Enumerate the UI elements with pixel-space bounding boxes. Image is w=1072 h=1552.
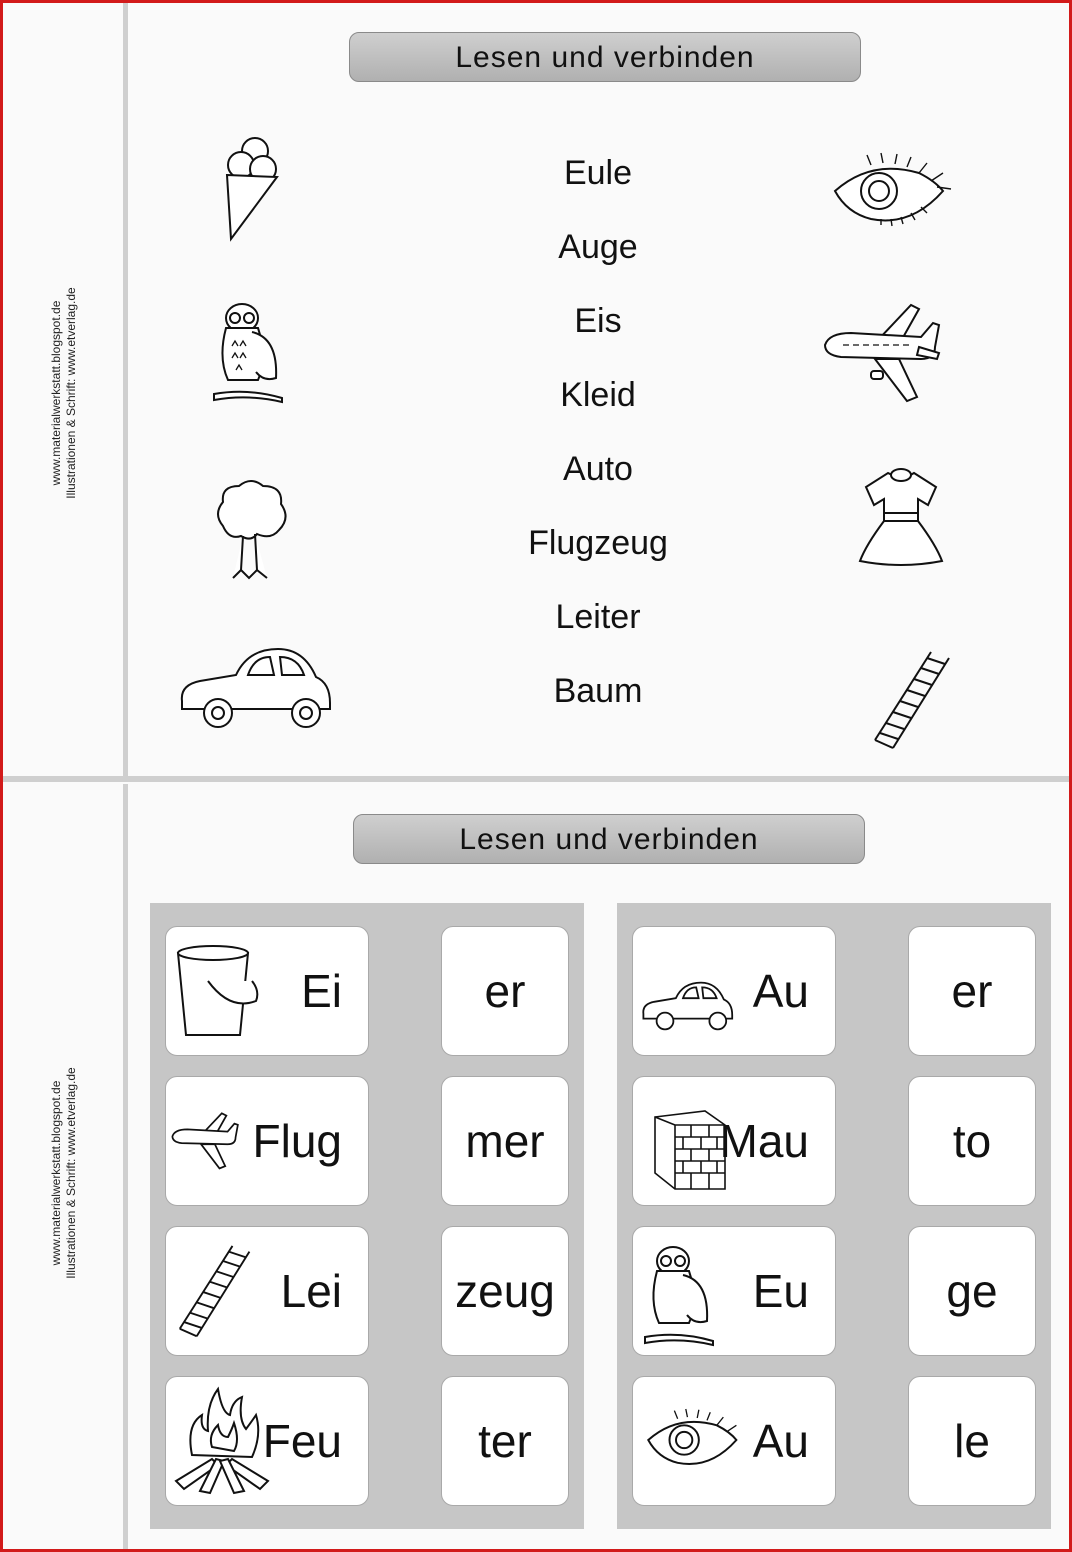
section2-title: Lesen und verbinden [353,814,865,864]
dress-icon [856,465,946,570]
margin-line-top [123,3,128,776]
syllable-au-2: Au [752,1415,809,1467]
car-icon [178,643,338,733]
end-card-er[interactable] [441,926,569,1056]
start-card-mau[interactable] [632,1076,836,1206]
ladder-icon [871,648,956,756]
owl-icon [208,298,288,408]
margin-line-bottom [123,784,128,1549]
syllable-er: er [484,965,526,1017]
end-card-ter[interactable] [441,1376,569,1506]
end-card-to[interactable] [908,1076,1036,1206]
syllable-mer: mer [465,1115,545,1167]
syllable-zeug: zeug [455,1265,555,1317]
car-icon [641,977,737,1035]
syllable-lei: Lei [280,1265,342,1317]
eye-icon [831,151,956,231]
section1-title: Lesen und verbinden [349,32,861,82]
start-card-lei[interactable] [165,1226,369,1356]
syllable-to: to [952,1115,992,1167]
syllable-er-2: er [951,965,993,1017]
start-card-flug[interactable] [165,1076,369,1206]
airplane-icon [170,1111,242,1173]
syllable-ge: ge [946,1265,998,1317]
word-auge: Auge [558,228,638,266]
ladder-icon [176,1241,256,1345]
start-card-eu[interactable] [632,1226,836,1356]
syllable-ei: Ei [301,965,342,1017]
start-card-feu[interactable] [165,1376,369,1506]
start-card-au-car[interactable] [632,926,836,1056]
syllable-le: le [954,1415,990,1467]
credit-text-top: www.materialwerkstatt.blogspot.de Illustrationen & Schrift: www.etverlag.de [49,287,78,499]
credit-text-bottom: www.materialwerkstatt.blogspot.de Illustrationen & Schrift: www.etverlag.de [49,1067,78,1279]
end-card-er-2[interactable] [908,926,1036,1056]
eye-icon [645,1407,747,1473]
syllable-feu: Feu [262,1415,342,1467]
syllable-eu: Eu [752,1265,809,1317]
fire-icon [172,1385,272,1497]
word-leiter: Leiter [555,598,641,636]
word-kleid: Kleid [560,376,636,414]
end-card-ge[interactable] [908,1226,1036,1356]
word-auto: Auto [563,450,633,488]
bucket-icon [172,941,262,1041]
airplane-icon [821,301,946,409]
syllable-au: Au [752,965,809,1017]
section-divider [3,776,1069,782]
end-card-le[interactable] [908,1376,1036,1506]
wall-icon [651,1107,729,1191]
word-baum: Baum [553,672,643,710]
start-card-au-eye[interactable] [632,1376,836,1506]
tree-icon [211,478,291,583]
word-eule: Eule [563,154,633,192]
ice-cream-icon [213,133,293,243]
word-flugzeug: Flugzeug [528,524,668,562]
syllable-mau: Mau [719,1115,809,1167]
syllable-ter: ter [478,1415,532,1467]
syllable-flug: Flug [252,1115,342,1167]
end-card-mer[interactable] [441,1076,569,1206]
start-card-ei[interactable] [165,926,369,1056]
end-card-zeug[interactable] [441,1226,569,1356]
word-eis: Eis [574,302,622,340]
owl-icon [639,1241,719,1351]
